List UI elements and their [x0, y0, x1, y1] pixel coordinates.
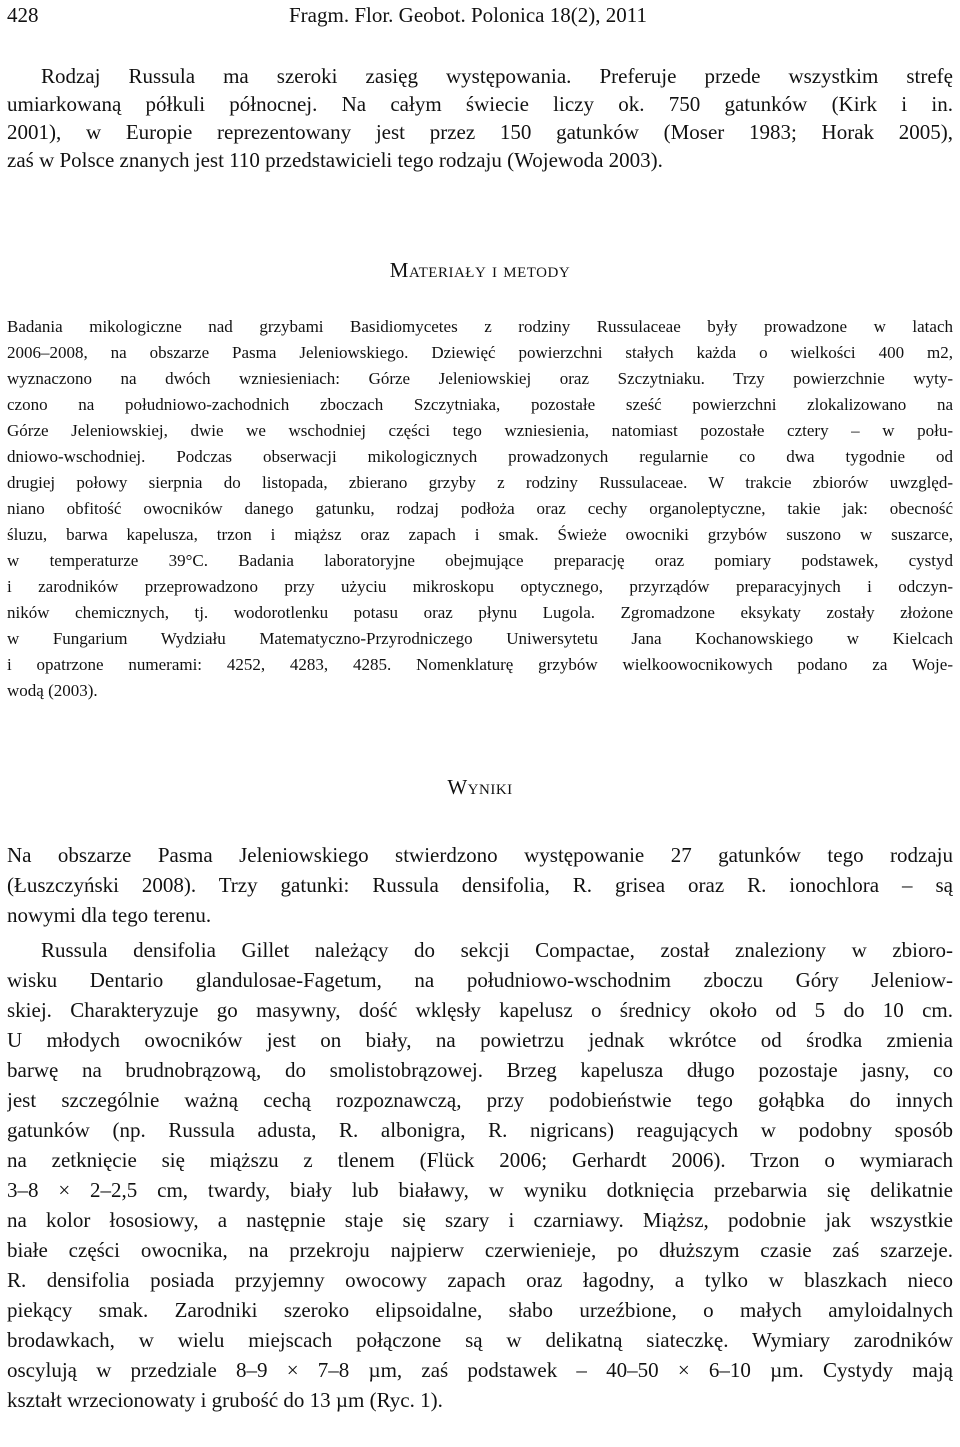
text-line: R. densifolia posiada przyjemny owocowy zapach oraz łagodny, a tylko w blaszkach nieco [7, 1268, 953, 1292]
journal-citation: Fragm. Flor. Geobot. Polonica 18(2), 2011 [289, 3, 647, 27]
text-line: U młodych owocników jest on biały, na powietrzu jednak wkrótce od środka zmienia [7, 1028, 953, 1052]
page-number: 428 [7, 3, 39, 27]
text-line: drugiej połowy sierpnia do listopada, zbierano grzyby z rodziny Russulaceae. W trakcie zbiorów uwzględ- [7, 473, 953, 492]
text-line: nowymi dla tego terenu. [7, 903, 212, 927]
running-header [7, 4, 953, 26]
text-line: Badania mikologiczne nad grzybami Basidiomycetes z rodziny Russulaceae były prowadzone w latach [7, 317, 953, 336]
text-line: brodawkach, w wielu miejscach połączone są w delikatną siateczkę. Wymiary zarodników [7, 1328, 953, 1352]
text-line: w Fungarium Wydziału Matematyczno-Przyrodniczego Uniwersytetu Jana Kochanowskiego w Kielcach [7, 629, 953, 648]
results-paragraph-1 [7, 840, 953, 930]
text-line: kształt wrzecionowaty i grubość do 13 µm (Ryc. 1). [7, 1388, 443, 1412]
intro-paragraph [7, 62, 953, 174]
text-line: skiej. Charakteryzuje go masywny, dość wklęsły kapelusz o średnicy około od 5 do 10 cm. [7, 998, 953, 1022]
results-paragraph-2 [7, 935, 953, 1415]
text-line: Na obszarze Pasma Jeleniowskiego stwierdzono występowanie 27 gatunków tego rodzaju [7, 843, 953, 867]
text-line: wodą (2003). [7, 681, 98, 700]
text-line: niano obfitość owocników danego gatunku, rodzaj podłoża oraz cechy organoleptyczne, takie jak: obecność [7, 499, 953, 518]
text-line: wisku Dentario glandulosae-Fagetum, na południowo-wschodnim zboczu Góry Jeleniow- [7, 968, 953, 992]
text-line: jest szczególnie ważną cechą rozpoznawczą, przy podobieństwie tego gołąbka do innych [7, 1088, 953, 1112]
text-line: białe części owocnika, na przekroju najpierw czerwienieje, po dłuższym czasie zaś szarzeje. [7, 1238, 953, 1262]
text-line: 2006–2008, na obszarze Pasma Jeleniowskiego. Dziewięć powierzchni stałych każda o wielkości 400 m2, [7, 343, 953, 362]
text-line: wyznaczono na dwóch wzniesieniach: Górze Jeleniowskiej oraz Szczytniaku. Trzy powierzchnie wyty- [7, 369, 953, 388]
text-line: ników chemicznych, tj. wodorotlenku potasu oraz płynu Lugola. Zgromadzone eksykaty zostały złożone [7, 603, 953, 622]
text-line: i zarodników przeprowadzono przy użyciu mikroskopu optycznego, przyrządów preparacyjnych i odczyn- [7, 577, 953, 596]
text-line: Russula densifolia Gillet należący do sekcji Compactae, został znaleziony w zbioro- [41, 938, 953, 962]
text-line: i opatrzone numerami: 4252, 4283, 4285. Nomenklaturę grzybów wielkoowocnikowych podano za Woje- [7, 655, 953, 674]
section-heading-results: Wyniki [447, 775, 513, 799]
text-line: umiarkowaną półkuli północnej. Na całym świecie liczy ok. 750 gatunków (Kirk i in. [7, 92, 953, 116]
text-line: piekący smak. Zarodniki szeroko elipsoidalne, słabo urzeźbione, o małych amyloidalnych [7, 1298, 953, 1322]
text-line: 3–8 × 2–2,5 cm, twardy, biały lub białawy, w wyniku dotknięcia przebarwia się delikatnie [7, 1178, 953, 1202]
text-line: dniowo-wschodniej. Podczas obserwacji mikologicznych prowadzonych regularnie co dwa tygodnie od [7, 447, 953, 466]
methods-paragraph [7, 314, 953, 704]
text-line: Rodzaj Russula ma szeroki zasięg występowania. Preferuje przede wszystkim strefę [41, 64, 953, 88]
text-line: 2001), w Europie reprezentowany jest przez 150 gatunków (Moser 1983; Horak 2005), [7, 120, 953, 144]
text-line: zaś w Polsce znanych jest 110 przedstawicieli tego rodzaju (Wojewoda 2003). [7, 148, 663, 172]
page [7, 0, 953, 1447]
section-heading-methods: Materiały i metody [389, 258, 571, 282]
text-line: Górze Jeleniowskiej, dwie we wschodniej części tego wzniesienia, natomiast pozostałe cztery – w połu- [7, 421, 953, 440]
text-line: czono na południowo-zachodnich zboczach Szczytniaka, pozostałe sześć powierzchni zlokalizowano na [7, 395, 953, 414]
text-line: oscylują w przedziale 8–9 × 7–8 µm, zaś podstawek – 40–50 × 6–10 µm. Cystydy mają [7, 1358, 953, 1382]
text-line: na zetknięcie się miąższu z tlenem (Flück 2006; Gerhardt 2006). Trzon o wymiarach [7, 1148, 953, 1172]
text-line: (Łuszczyński 2008). Trzy gatunki: Russula densifolia, R. grisea oraz R. ionochlora – są [7, 873, 953, 897]
text-line: śluzu, barwa kapelusza, trzon i miąższ oraz zapach i smak. Świeże owocniki grzybów suszono w suszarce, [7, 525, 953, 544]
text-line: na kolor łososiowy, a następnie staje się szary i czarniawy. Miąższ, podobnie jak wszystkie [7, 1208, 953, 1232]
text-line: barwę na brudnobrązową, do smolistobrązowej. Brzeg kapelusza długo pozostaje jasny, co [7, 1058, 953, 1082]
text-line: w temperaturze 39°C. Badania laboratoryjne obejmujące preparację oraz pomiary podstawek, cystyd [7, 551, 953, 570]
text-line: gatunków (np. Russula adusta, R. albonigra, R. nigricans) reagujących w podobny sposób [7, 1118, 953, 1142]
